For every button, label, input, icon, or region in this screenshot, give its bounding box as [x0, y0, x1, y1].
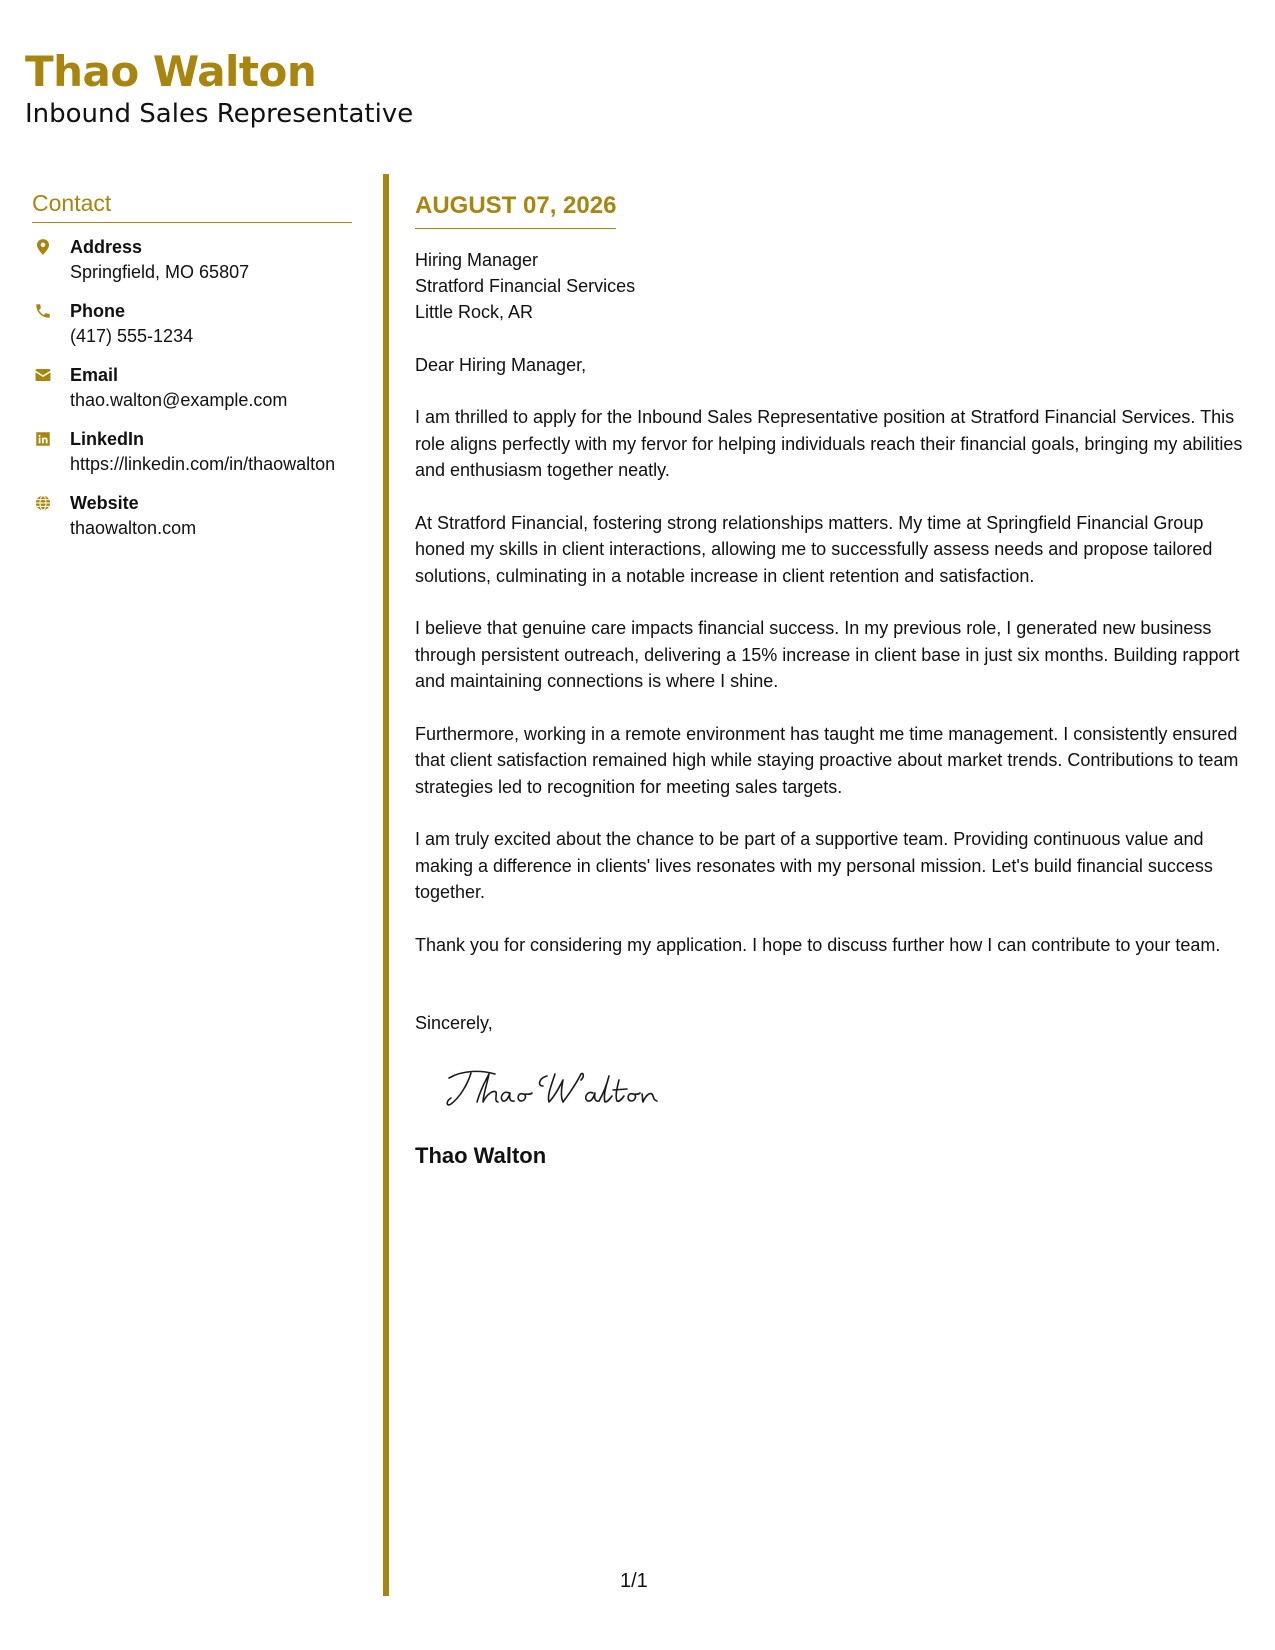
contact-item-email: [32, 363, 352, 413]
contact-label: Phone: [70, 301, 126, 321]
letter-body: [415, 190, 1250, 1170]
recipient-role: Hiring Manager: [415, 250, 539, 270]
signature-name: Thao Walton: [415, 1143, 547, 1168]
map-pin-icon: [34, 238, 52, 256]
linkedin-icon: [34, 430, 52, 448]
website-value[interactable]: thaowalton.com: [70, 518, 197, 538]
email-icon: [34, 366, 52, 384]
contact-item-website: [32, 491, 352, 541]
recipient-location: Little Rock, AR: [415, 302, 534, 322]
body-paragraph: Furthermore, working in a remote environment has taught me time management. I consistently ensured that client satisfaction remained high while staying proactive about market trends. Contributions to team strategies led to recognition for meeting sales targets.: [415, 723, 1239, 797]
contact-list: [32, 235, 352, 541]
email-value[interactable]: thao.walton@example.com: [70, 390, 288, 410]
body-paragraph: I am thrilled to apply for the Inbound Sales Representative position at Stratford Financial Services. This role aligns perfectly with my fervor for helping individuals reach their financial goals, bringing my abilities and enthusiasm together neatly.: [415, 407, 1243, 480]
recipient-block: [415, 247, 1250, 325]
applicant-name: Thao Walton: [25, 47, 317, 96]
page-number: 1/1: [620, 1570, 648, 1592]
globe-icon: [34, 494, 52, 512]
phone-icon: [34, 302, 52, 320]
contact-sidebar: [32, 188, 352, 555]
contact-heading: Contact: [32, 188, 352, 223]
contact-label: LinkedIn: [70, 429, 145, 449]
body-paragraph: At Stratford Financial, fostering strong relationships matters. My time at Springfield Financial Group honed my skills in client interactions, allowing me to successfully assess needs and propose tailored solutions, culminating in a notable increase in client retention and satisfaction.: [415, 512, 1213, 586]
body-paragraph: I am truly excited about the chance to be part of a supportive team. Providing continuous value and making a difference in clients' lives resonates with my personal mission. Let's build financial success together.: [415, 829, 1213, 902]
contact-item-address: [32, 235, 352, 285]
closing: Sincerely,: [415, 1013, 493, 1033]
contact-label: Address: [70, 237, 143, 257]
contact-item-linkedin: [32, 427, 352, 477]
body-paragraph: Thank you for considering my application. I hope to discuss further how I can contribute to your team.: [415, 934, 1221, 955]
applicant-title: Inbound Sales Representative: [25, 99, 414, 129]
letter-date: AUGUST 07, 2026: [415, 190, 616, 229]
salutation: Dear Hiring Manager,: [415, 355, 587, 375]
body-paragraph: I believe that genuine care impacts financial success. In my previous role, I generated new business through persistent outreach, delivering a 15% increase in client base in just six months. Building rapport and maintaining connections is where I shine.: [415, 618, 1240, 691]
contact-label: Email: [70, 365, 119, 385]
contact-item-phone: [32, 299, 352, 349]
phone-value: (417) 555-1234: [70, 326, 194, 346]
linkedin-value[interactable]: https://linkedin.com/in/thaowalton: [70, 454, 336, 474]
column-divider: [383, 174, 389, 1596]
contact-label: Website: [70, 493, 139, 513]
recipient-company: Stratford Financial Services: [415, 276, 636, 296]
address-value: Springfield, MO 65807: [70, 262, 250, 282]
handwritten-signature: [443, 1064, 663, 1116]
